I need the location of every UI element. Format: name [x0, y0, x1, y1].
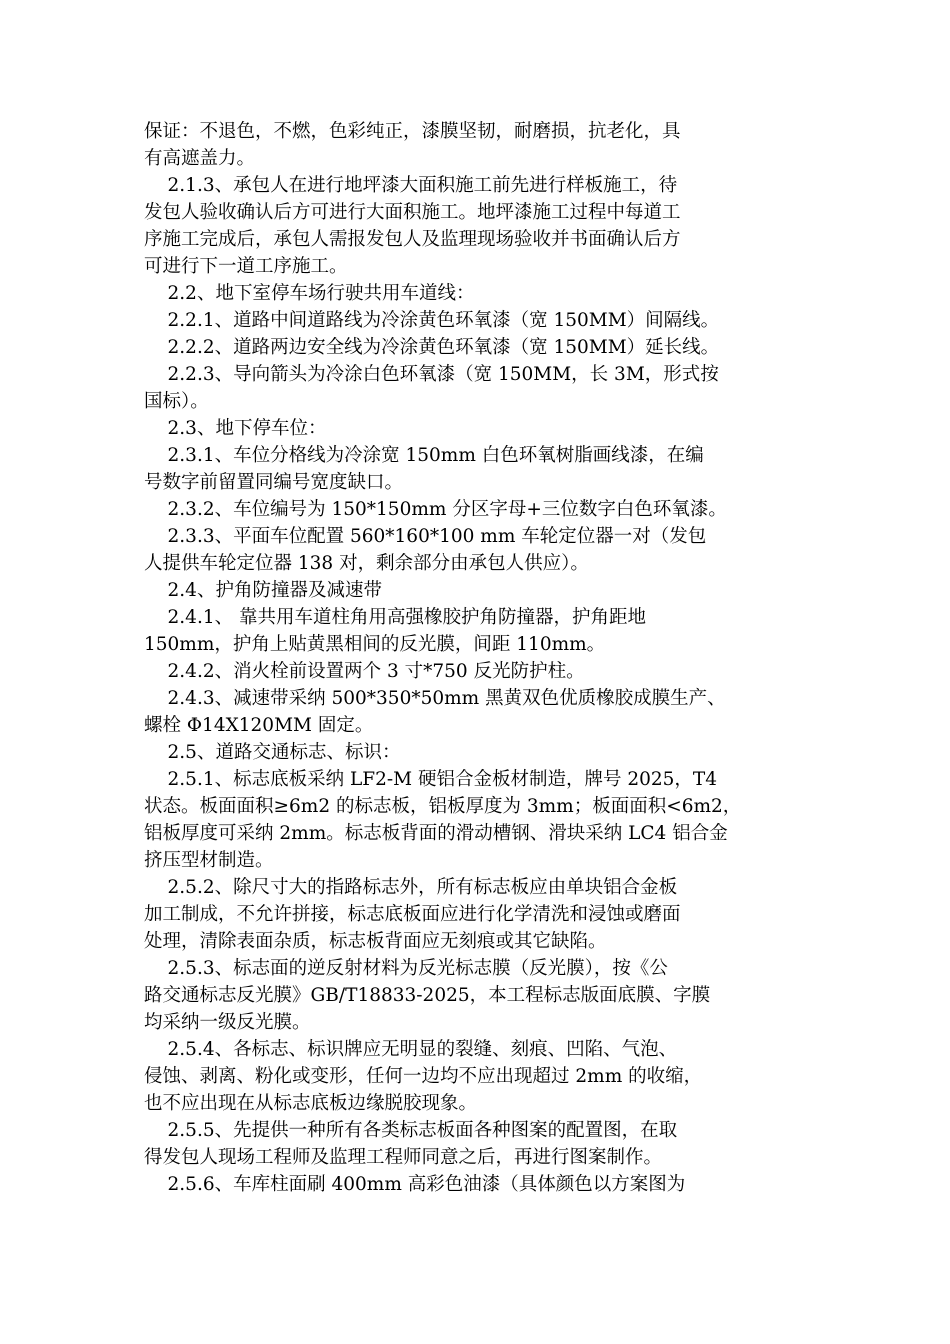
text-line: 保证：不退色，不燃，色彩纯正，漆膜坚韧，耐磨损，抗老化，具 [144, 121, 681, 142]
text-line: 2.2、地下室停车场行驶共用车道线： [144, 283, 475, 304]
text-line: 号数字前留置同编号宽度缺口。 [144, 472, 404, 493]
text-line: 2.5.6、车库柱面刷 400mm 高彩色油漆（具体颜色以方案图为 [144, 1174, 686, 1195]
text-line: 可进行下一道工序施工。 [144, 256, 348, 277]
text-line: 国标）。 [144, 391, 209, 412]
text-line: 2.3.2、车位编号为 150*150mm 分区字母+三位数字白色环氧漆。 [144, 499, 727, 520]
text-line: 2.3、地下停车位： [144, 418, 327, 439]
text-line: 2.2.2、道路两边安全线为冷涂黄色环氧漆（宽 150MM）延长线。 [144, 337, 720, 358]
text-line: 挤压型材制造。 [144, 850, 274, 871]
text-line: 螺栓 Φ14X120MM 固定。 [144, 715, 374, 736]
text-line: 状态。板面面积≥6m2 的标志板，铝板厚度为 3mm；板面面积<6m2， [144, 796, 742, 817]
text-line: 2.4.1、 靠共用车道柱角用高强橡胶护角防撞器，护角距地 [144, 607, 646, 628]
text-line: 路交通标志反光膜》GB/T18833-2025，本工程标志版面底膜、字膜 [144, 985, 711, 1006]
text-line: 2.4、护角防撞器及减速带 [144, 580, 382, 601]
text-line: 2.4.2、消火栓前设置两个 3 寸*750 反光防护柱。 [144, 661, 585, 682]
text-line: 序施工完成后，承包人需报发包人及监理现场验收并书面确认后方 [144, 229, 681, 250]
text-line: 2.3.1、车位分格线为冷涂宽 150mm 白色环氧树脂画线漆，在编 [144, 445, 704, 466]
text-line: 加工制成，不允许拼接，标志底板面应进行化学清洗和浸蚀或磨面 [144, 904, 681, 925]
text-line: 得发包人现场工程师及监理工程师同意之后，再进行图案制作。 [144, 1147, 663, 1168]
text-line: 150mm，护角上贴黄黑相间的反光膜，间距 110mm。 [144, 634, 606, 655]
text-line: 2.5.5、先提供一种所有各类标志板面各种图案的配置图，在取 [144, 1120, 678, 1141]
text-line: 2.5、道路交通标志、标识： [144, 742, 401, 763]
text-line: 2.5.2、除尺寸大的指路标志外，所有标志板应由单块铝合金板 [144, 877, 678, 898]
text-line: 2.5.1、标志底板采纳 LF2-M 硬铝合金板材制造，牌号 2025，T4 [144, 769, 718, 790]
text-line: 侵蚀、剥离、粉化或变形，任何一边均不应出现超过 2mm 的收缩， [144, 1066, 703, 1087]
text-line: 2.3.3、平面车位配置 560*160*100 mm 车轮定位器一对（发包 [144, 526, 707, 547]
text-line: 2.2.3、导向箭头为冷涂白色环氧漆（宽 150MM，长 3M，形式按 [144, 364, 719, 385]
text-line: 2.5.4、各标志、标识牌应无明显的裂缝、刻痕、凹陷、气泡、 [144, 1039, 678, 1060]
document-body [144, 118, 814, 1198]
text-line: 2.2.1、道路中间道路线为冷涂黄色环氧漆（宽 150MM）间隔线。 [144, 310, 720, 331]
text-line: 发包人验收确认后方可进行大面积施工。地坪漆施工过程中每道工 [144, 202, 681, 223]
text-line: 铝板厚度可采纳 2mm。标志板背面的滑动槽钢、滑块采纳 LC4 铝合金 [144, 823, 728, 844]
text-line: 有高遮盖力。 [144, 148, 256, 169]
text-line: 处理，清除表面杂质，标志板背面应无刻痕或其它缺陷。 [144, 931, 607, 952]
text-line: 人提供车轮定位器 138 对，剩余部分由承包人供应）。 [144, 553, 589, 574]
text-line: 均采纳一级反光膜。 [144, 1012, 311, 1033]
text-line: 也不应出现在从标志底板边缘脱胶现象。 [144, 1093, 478, 1114]
text-line: 2.4.3、减速带采纳 500*350*50mm 黑黄双色优质橡胶成膜生产、 [144, 688, 726, 709]
text-line: 2.1.3、承包人在进行地坪漆大面积施工前先进行样板施工，待 [144, 175, 678, 196]
text-line: 2.5.3、标志面的逆反射材料为反光标志膜（反光膜），按《公 [144, 958, 668, 979]
